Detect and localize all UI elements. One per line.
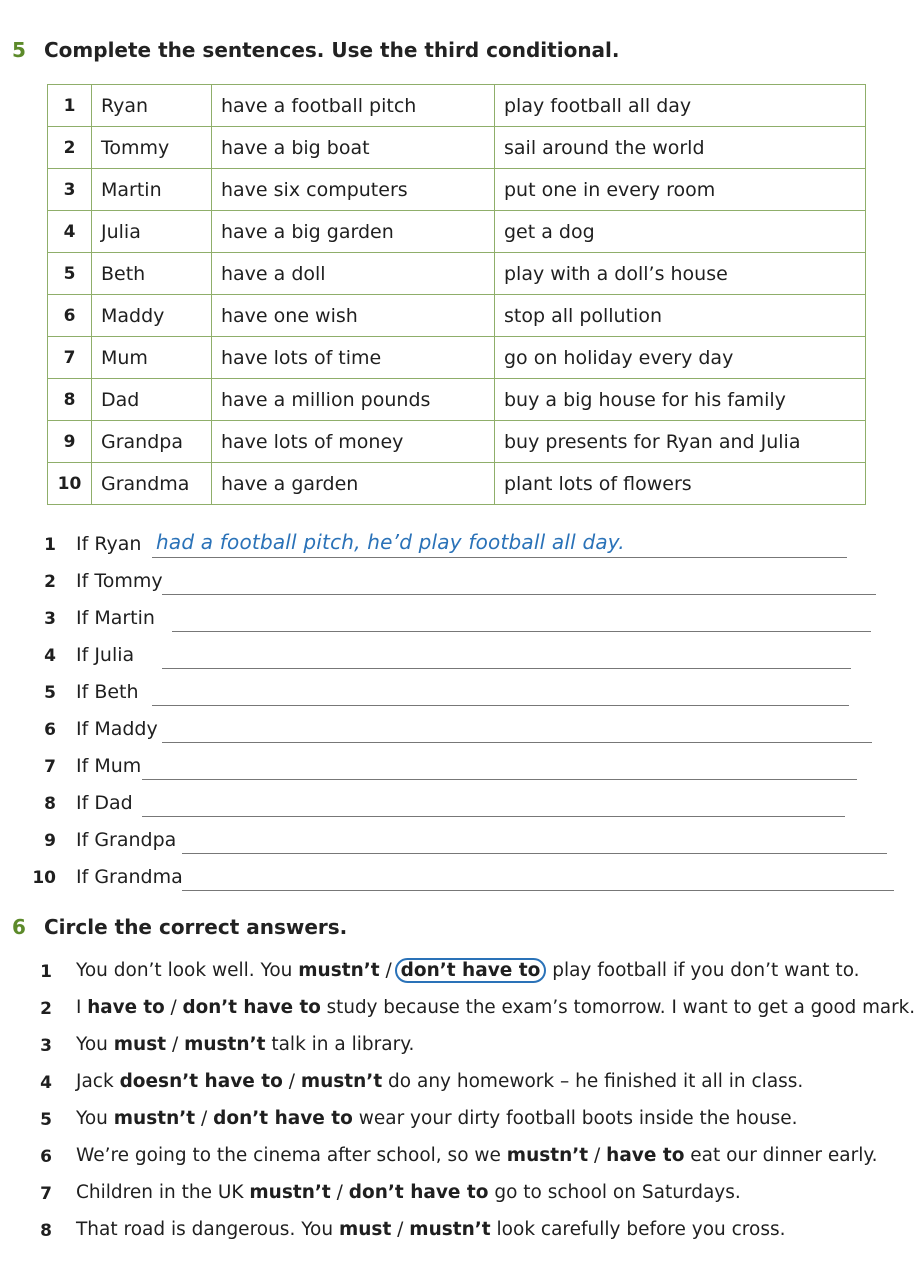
row-number: 6 [48, 295, 92, 337]
prompt-table [47, 84, 866, 505]
sentence-number: 8 [44, 794, 56, 814]
sentence-end: play football if you don’t want to. [546, 960, 860, 981]
sentence-end: wear your dirty football boots inside the house. [352, 1108, 798, 1129]
option-1[interactable]: doesn’t have to [119, 1071, 283, 1092]
answer-line[interactable] [142, 779, 857, 780]
option-2[interactable]: don’t have to [182, 997, 321, 1018]
table-row [48, 127, 866, 169]
answer-line[interactable] [162, 742, 872, 743]
sentence-start: You [76, 1108, 114, 1129]
answer-line[interactable] [172, 631, 871, 632]
table-row [48, 379, 866, 421]
sentence-number: 3 [44, 609, 56, 629]
sentence-item [0, 641, 922, 671]
exercise-instruction: Circle the correct answers. [44, 915, 348, 939]
option-2[interactable]: mustn’t [184, 1034, 266, 1055]
answer-line[interactable] [152, 557, 847, 558]
result: buy a big house for his family [495, 379, 866, 421]
person-name: Maddy [92, 295, 212, 337]
table-row [48, 421, 866, 463]
row-number: 1 [48, 85, 92, 127]
option-separator: / [195, 1108, 214, 1129]
item-number: 1 [40, 962, 52, 982]
exercise-6-heading [12, 915, 347, 939]
row-number: 7 [48, 337, 92, 379]
sentence-stem: If Grandpa [76, 829, 177, 851]
option-separator: / [282, 1071, 301, 1092]
item-number: 3 [40, 1036, 52, 1056]
option-2[interactable]: have to [606, 1145, 685, 1166]
item-number: 5 [40, 1110, 52, 1130]
result: play football all day [495, 85, 866, 127]
condition: have a big garden [212, 211, 495, 253]
condition: have lots of time [212, 337, 495, 379]
row-number: 2 [48, 127, 92, 169]
sentence-start: Children in the UK [76, 1182, 250, 1203]
person-name: Julia [92, 211, 212, 253]
option-1[interactable]: mustn’t [249, 1182, 331, 1203]
result: sail around the world [495, 127, 866, 169]
condition: have a football pitch [212, 85, 495, 127]
sentence-end: go to school on Saturdays. [488, 1182, 741, 1203]
sentence-start: We’re going to the cinema after school, so we [76, 1145, 507, 1166]
sentence-start: You [76, 1034, 114, 1055]
person-name: Tommy [92, 127, 212, 169]
item-sentence [76, 1182, 741, 1203]
sentence-stem: If Grandma [76, 866, 183, 888]
answer-line[interactable] [182, 853, 887, 854]
sentence-start: Jack [76, 1071, 120, 1092]
row-number: 10 [48, 463, 92, 505]
sentence-stem: If Dad [76, 792, 133, 814]
row-number: 8 [48, 379, 92, 421]
sentence-stem: If Maddy [76, 718, 158, 740]
option-separator: / [391, 1219, 410, 1240]
sentence-number: 10 [32, 868, 56, 888]
result: get a dog [495, 211, 866, 253]
sentence-end: study because the exam’s tomorrow. I want to get a good mark. [320, 997, 916, 1018]
item-number: 7 [40, 1184, 52, 1204]
person-name: Grandma [92, 463, 212, 505]
choice-item [0, 1182, 922, 1212]
item-sentence [76, 997, 915, 1018]
item-sentence [76, 960, 860, 981]
sentence-end: eat our dinner early. [684, 1145, 878, 1166]
sentence-end: look carefully before you cross. [490, 1219, 786, 1240]
condition: have lots of money [212, 421, 495, 463]
sentence-end: do any homework – he finished it all in class. [382, 1071, 804, 1092]
sentence-item [0, 604, 922, 634]
choice-item [0, 997, 922, 1027]
table-row [48, 211, 866, 253]
sentence-end: talk in a library. [265, 1034, 415, 1055]
sentence-stem: If Tommy [76, 570, 163, 592]
answer-line[interactable] [182, 890, 894, 891]
sentence-stem: If Martin [76, 607, 155, 629]
condition: have six computers [212, 169, 495, 211]
exercise-instruction: Complete the sentences. Use the third conditional. [44, 38, 620, 62]
sentence-stem: If Beth [76, 681, 139, 703]
option-1[interactable]: must [113, 1034, 167, 1055]
condition: have a doll [212, 253, 495, 295]
answer-line[interactable] [162, 594, 876, 595]
item-number: 4 [40, 1073, 52, 1093]
table-row [48, 337, 866, 379]
sentence-item [0, 826, 922, 856]
table-row [48, 463, 866, 505]
result: go on holiday every day [495, 337, 866, 379]
row-number: 5 [48, 253, 92, 295]
choice-item [0, 1219, 922, 1249]
option-separator: / [330, 1182, 349, 1203]
option-1[interactable]: mustn’t [506, 1145, 589, 1166]
choice-item [0, 1145, 922, 1175]
result: stop all pollution [495, 295, 866, 337]
exercise-5-heading [12, 38, 620, 62]
item-sentence [76, 1034, 414, 1055]
condition: have a big boat [212, 127, 495, 169]
option-2[interactable]: mustn’t [300, 1071, 383, 1092]
option-1[interactable]: mustn’t [113, 1108, 196, 1129]
item-number: 2 [40, 999, 52, 1019]
sentence-item [0, 567, 922, 597]
sentence-number: 7 [44, 757, 56, 777]
sentence-number: 4 [44, 646, 56, 666]
sentence-start: That road is dangerous. You [76, 1219, 339, 1240]
sentence-item [0, 863, 922, 893]
option-1[interactable]: must [338, 1219, 392, 1240]
table-row [48, 253, 866, 295]
person-name: Martin [92, 169, 212, 211]
person-name: Grandpa [92, 421, 212, 463]
option-1[interactable]: have to [87, 997, 165, 1018]
option-2[interactable]: don’t have to [395, 958, 547, 983]
result: buy presents for Ryan and Julia [495, 421, 866, 463]
choice-item [0, 1034, 922, 1064]
row-number: 4 [48, 211, 92, 253]
exercise-number: 5 [12, 38, 26, 62]
table-row [48, 169, 866, 211]
choice-item [0, 1108, 922, 1138]
item-number: 8 [40, 1221, 52, 1241]
person-name: Dad [92, 379, 212, 421]
sentence-item [0, 752, 922, 782]
sentence-item [0, 789, 922, 819]
answer-line[interactable] [142, 816, 845, 817]
sentence-stem: If Ryan [76, 533, 142, 555]
sentence-stem: If Julia [76, 644, 135, 666]
result: put one in every room [495, 169, 866, 211]
sentence-start: I [76, 997, 88, 1018]
sentence-item [0, 678, 922, 708]
condition: have a garden [212, 463, 495, 505]
option-2[interactable]: mustn’t [409, 1219, 491, 1240]
option-separator: / [379, 960, 398, 981]
sentence-number: 6 [44, 720, 56, 740]
option-2[interactable]: don’t have to [348, 1182, 489, 1203]
sentence-item [0, 715, 922, 745]
answer-line[interactable] [152, 705, 849, 706]
sentence-item [0, 530, 922, 560]
table-row [48, 295, 866, 337]
exercise-number: 6 [12, 915, 26, 939]
item-sentence [76, 1145, 878, 1166]
table-row [48, 85, 866, 127]
sentence-start: You don’t look well. You [76, 960, 299, 981]
row-number: 3 [48, 169, 92, 211]
option-separator: / [588, 1145, 607, 1166]
item-sentence [76, 1071, 803, 1092]
option-2[interactable]: don’t have to [213, 1108, 353, 1129]
person-name: Ryan [92, 85, 212, 127]
item-sentence [76, 1108, 797, 1129]
result: plant lots of flowers [495, 463, 866, 505]
sentence-number: 2 [44, 572, 56, 592]
condition: have one wish [212, 295, 495, 337]
person-name: Mum [92, 337, 212, 379]
sentence-stem: If Mum [76, 755, 142, 777]
sentence-number: 5 [44, 683, 56, 703]
sentence-number: 9 [44, 831, 56, 851]
choice-item [0, 1071, 922, 1101]
choice-item [0, 960, 922, 990]
handwritten-answer: had a football pitch, he’d play football all day. [156, 530, 625, 554]
option-separator: / [164, 997, 183, 1018]
row-number: 9 [48, 421, 92, 463]
result: play with a doll’s house [495, 253, 866, 295]
sentence-number: 1 [44, 535, 56, 555]
item-number: 6 [40, 1147, 52, 1167]
person-name: Beth [92, 253, 212, 295]
option-separator: / [166, 1034, 185, 1055]
item-sentence [76, 1219, 785, 1240]
option-1[interactable]: mustn’t [298, 960, 380, 981]
condition: have a million pounds [212, 379, 495, 421]
answer-line[interactable] [162, 668, 851, 669]
